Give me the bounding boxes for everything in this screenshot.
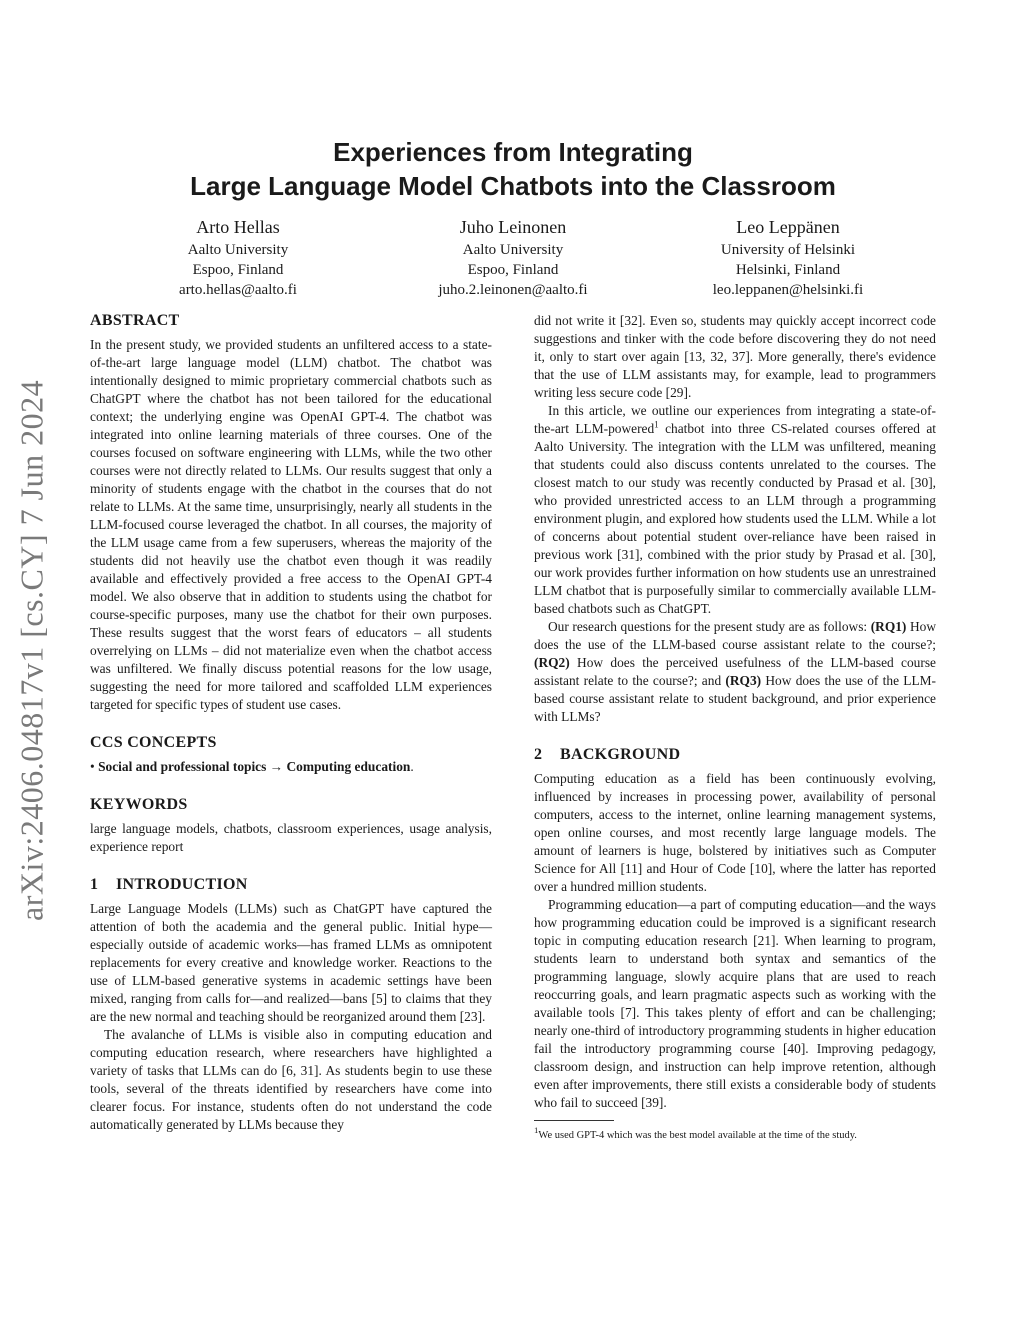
intro-paragraph-3 [534, 402, 936, 618]
footnote-content [534, 1123, 936, 1143]
intro-heading [90, 876, 492, 894]
section-number: 2 [534, 746, 543, 763]
abstract-text: In the present study, we provided students an unfiltered access to a state-of-the-art large language model (LLM) chatbot. The chatbot was intentionally designed to mimic proprietary commercial chatbots such as ChatGPT where the chatbot has not been tailored for the educational context; the underlying engine was OpenAI GPT-4. The chatbot was integrated into online learning materials of three courses. One of the courses focused on software engineering with LLMs, while the two other courses were not directly related to LLMs. Our results suggest that only a minority of students engage with the chatbot in the courses that do not relate to LLMs. At the same time, unsurprisingly, nearly all students in the LLM-focused course leveraged the chatbot. In all courses, the majority of the LLM usage came from a few superusers, whereas the majority of the students did not heavily use the chatbot even though it was readily available and effectively provided a free access to the OpenAI GPT-4 model. We also observe that in addition to students using the chatbot for course-specific purposes, many use the chatbot for their own purposes. These results suggest that the worst fears of educators – all students overrelying on LLMs – did not materialize even when the chatbot access was unfiltered. We finally discuss potential reasons for the low usage, suggesting the need for more tailored and scaffolded LLM experiences targeted for specific types of student use cases. [90, 337, 492, 712]
author-email[interactable]: leo.leppanen@helsinki.fi [712, 282, 864, 298]
author-location: Espoo, Finland [467, 262, 559, 278]
author-location: Espoo, Finland [192, 262, 284, 278]
rq-intro: Our research questions for the present study are as follows: [548, 619, 871, 634]
background-paragraph-2: Programming education—a part of computing education—and the ways how programming education could be improved is a significant research topic in computing education research [21]. When learning to program, students learn to understand both syntax and semantics of the programming language, slowly acquire plans that are used to reach reoccurring goals, and learn pragmatic aspects such as working with the available tools [7]. This takes plenty of effort and can be challenging; nearly one-third of introductory programming students in higher education fail the introductory programming course [40]. Improving pedagogy, classroom design, and instruction can help improve retention, although even after improvements, there still exists a considerable body of students who fail to succeed [39]. [534, 897, 936, 1110]
author-1 [108, 216, 368, 300]
background-heading [534, 746, 936, 764]
author-affiliation: University of Helsinki [720, 242, 856, 258]
author-2 [383, 216, 643, 300]
ccs-bullet: • [90, 759, 95, 774]
author-name: Arto Hellas [196, 217, 280, 237]
left-column [90, 312, 492, 1134]
rq1-text: How does the use of the LLM-based course assistant relate to the course?; [534, 619, 936, 652]
paper-title [90, 135, 936, 203]
footnote-text: We used GPT-4 which was the best model available at the time of the study. [538, 1129, 857, 1141]
right-column [534, 312, 936, 1143]
intro-paragraph-2-continued: did not write it [32]. Even so, students may quickly accept incorrect code suggestions and tinker with the code before discovering they do not need it, only to start over again [13, 32, 37]. More generally, there's evidence that the use of LLM assistants may, for example, lead to programmers writing less secure code [29]. [534, 313, 936, 400]
author-affiliation: Aalto University [462, 242, 564, 258]
keywords-text: large language models, chatbots, classroom experiences, usage analysis, experience report [90, 821, 492, 854]
section-number: 1 [90, 876, 99, 893]
title-line-2: Large Language Model Chatbots into the Classroom [190, 171, 836, 201]
ccs-heading: CCS CONCEPTS [90, 734, 217, 751]
author-location: Helsinki, Finland [735, 262, 841, 278]
rq3-text: How does the use of the LLM-based course assistant relate to student background, and prior experience with LLMs? [534, 673, 936, 724]
rq1-label: (RQ1) [870, 619, 907, 634]
author-email[interactable]: juho.2.leinonen@aalto.fi [438, 282, 588, 298]
background-paragraph-1: Computing education as a field has been continuously evolving, influenced by increases in processing power, availability of personal computers, access to the internet, online learning management systems, open online courses, and most recently large language models. The amount of learners is huge, bolstered by initiatives such as Computer Science for All [11] and Hour of Code [10], where the latter has reported over a hundred million students. [534, 771, 936, 894]
intro-p3-part-a: In this article, we outline our experiences from integrating a state-of-the-art LLM-powered [534, 403, 936, 436]
author-name: Leo Leppänen [736, 217, 840, 237]
footnote [534, 1120, 857, 1143]
ccs-concept: Computing education [286, 759, 411, 774]
rq2-label: (RQ2) [534, 655, 570, 670]
title-line-1: Experiences from Integrating [333, 137, 693, 167]
intro-paragraph-2: The avalanche of LLMs is visible also in computing education and computing education research, where researchers have highlighted a variety of tasks that LLMs can do [6, 31]. As students begin to use these tools, several of the threats identified by researchers have come into clearer focus. For instance, students often do not understand the code automatically generated by LLMs because they [90, 1027, 492, 1132]
footnote-mark: 1 [534, 1125, 539, 1135]
author-name: Juho Leinonen [459, 217, 567, 237]
intro-p3-part-b: chatbot into three CS-related courses offered at Aalto University. The integration with the LLM was unfiltered, meaning that students could also discuss contents unrelated to the courses. The closest match to our study was recently conducted by Prasad et al. [30], who provided unrestricted access to an LLM through a programming environment plugin, and explored how students used the LLM. While a lot of concerns about potential student over-reliance have been raised in previous work [31], combined with the prior study by Prasad et al. [30], our work provides further information on how students use an unrestrained LLM chatbot that is purposefully similar to commercially available LLM-based chatbots such as ChatGPT. [534, 421, 936, 616]
author-affiliation: Aalto University [187, 242, 289, 258]
keywords-heading: KEYWORDS [90, 796, 188, 813]
section-title: BACKGROUND [560, 746, 681, 763]
section-title: INTRODUCTION [116, 876, 248, 893]
ccs-end: . [410, 759, 414, 774]
intro-paragraph-1: Large Language Models (LLMs) such as ChatGPT have captured the attention of both the academia and the general public. Initial hype—especially outside of academic works—has framed LLMs as omnipotent replacements for every creative and knowledge worker. Reactions to the use of LLM-based generative systems in academic settings have been mixed, ranging from calls for—and realized—bans [5] to claims that they are the new normal and teaching should be reorganized around them [23]. [90, 901, 492, 1024]
ccs-concepts [90, 758, 492, 776]
ccs-topic: Social and professional topics [98, 759, 267, 774]
author-email[interactable]: arto.hellas@aalto.fi [179, 282, 297, 298]
intro-paragraph-4 [534, 618, 936, 726]
rq2-text: How does the perceived usefulness of the LLM-based course assistant relate to the course?; and [534, 655, 936, 688]
arxiv-identifier: arXiv:2406.04817v1 [cs.CY] 7 Jun 2024 [13, 379, 50, 921]
author-3 [658, 216, 918, 300]
arrow-icon: → [269, 759, 284, 774]
rq3-label: (RQ3) [725, 673, 762, 688]
abstract-heading: ABSTRACT [90, 312, 180, 329]
footnote-marker[interactable]: 1 [654, 419, 659, 430]
